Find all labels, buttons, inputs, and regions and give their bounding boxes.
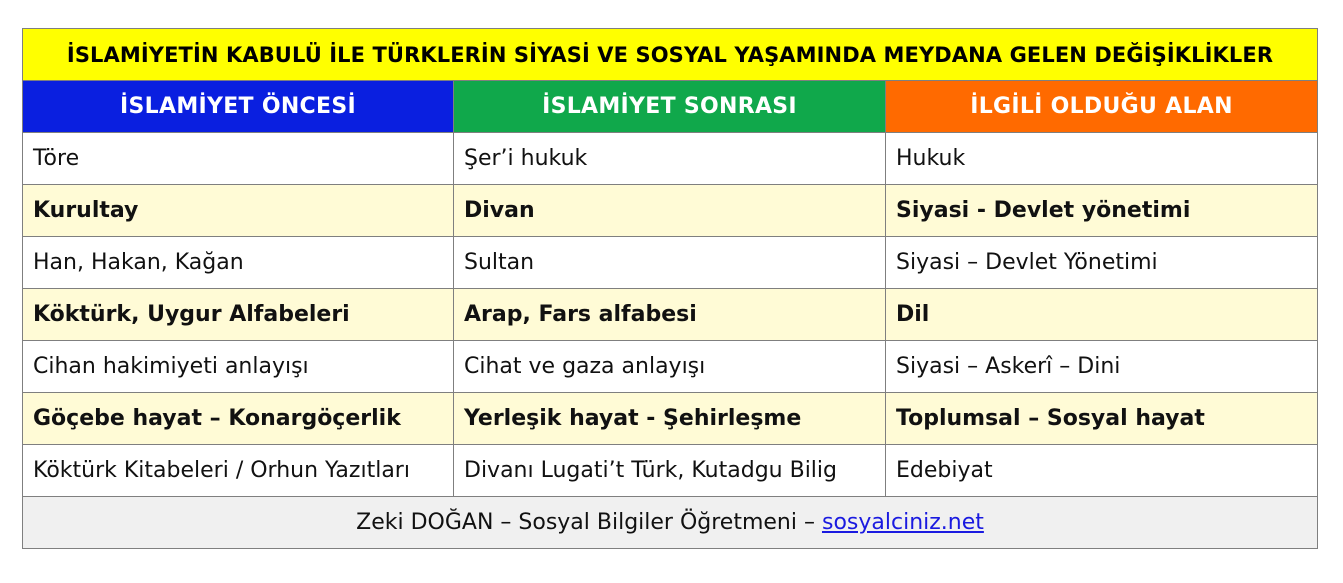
cell-area: Dil xyxy=(886,289,1318,341)
website-link[interactable]: sosyalciniz.net xyxy=(821,510,984,535)
cell-after: Yerleşik hayat - Şehirleşme xyxy=(454,393,886,445)
header-before-islam: İSLAMİYET ÖNCESİ xyxy=(23,81,454,133)
cell-after: Sultan xyxy=(454,237,886,289)
table-row xyxy=(23,341,1318,393)
cell-area: Siyasi – Askerî – Dini xyxy=(886,341,1318,393)
footer-row xyxy=(23,497,1318,549)
table-row xyxy=(23,445,1318,497)
header-after-islam: İSLAMİYET SONRASI xyxy=(454,81,886,133)
cell-area: Toplumsal – Sosyal hayat xyxy=(886,393,1318,445)
cell-before: Köktürk Kitabeleri / Orhun Yazıtları xyxy=(23,445,454,497)
title-row xyxy=(23,29,1318,81)
cell-after: Şer’i hukuk xyxy=(454,133,886,185)
cell-area: Edebiyat xyxy=(886,445,1318,497)
table-row xyxy=(23,393,1318,445)
table-row xyxy=(23,185,1318,237)
cell-before: Töre xyxy=(23,133,454,185)
cell-after: Cihat ve gaza anlayışı xyxy=(454,341,886,393)
cell-before: Cihan hakimiyeti anlayışı xyxy=(23,341,454,393)
cell-before: Han, Hakan, Kağan xyxy=(23,237,454,289)
cell-area: Siyasi – Devlet Yönetimi xyxy=(886,237,1318,289)
footer-credit xyxy=(23,497,1318,549)
cell-before: Köktürk, Uygur Alfabeleri xyxy=(23,289,454,341)
cell-after: Arap, Fars alfabesi xyxy=(454,289,886,341)
header-row xyxy=(23,81,1318,133)
cell-area: Siyasi - Devlet yönetimi xyxy=(886,185,1318,237)
table-row xyxy=(23,133,1318,185)
table-row xyxy=(23,237,1318,289)
cell-before: Kurultay xyxy=(23,185,454,237)
cell-before: Göçebe hayat – Konargöçerlik xyxy=(23,393,454,445)
changes-table xyxy=(22,28,1318,549)
cell-after: Divan xyxy=(454,185,886,237)
cell-after: Divanı Lugati’t Türk, Kutadgu Bilig xyxy=(454,445,886,497)
table-row xyxy=(23,289,1318,341)
table-title: İSLAMİYETİN KABULÜ İLE TÜRKLERİN SİYASİ VE SOSYAL YAŞAMINDA MEYDANA GELEN DEĞİŞİKLİKLER xyxy=(23,29,1318,81)
header-related-area: İLGİLİ OLDUĞU ALAN xyxy=(886,81,1318,133)
cell-area: Hukuk xyxy=(886,133,1318,185)
footer-author-text: Zeki DOĞAN – Sosyal Bilgiler Öğretmeni – xyxy=(356,510,822,535)
